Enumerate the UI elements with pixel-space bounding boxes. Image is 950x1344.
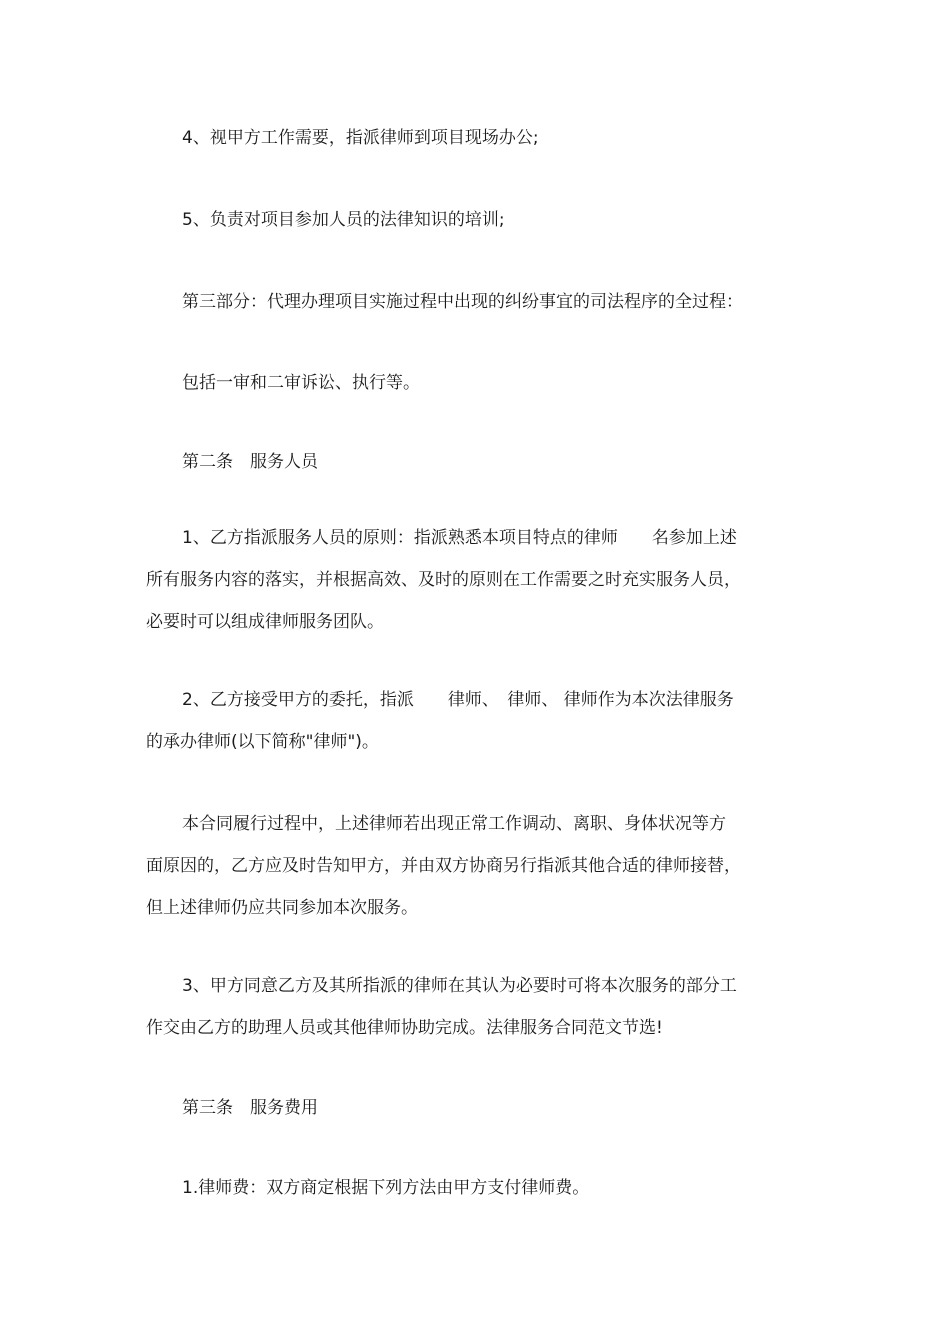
paragraph-lawyer-fee: 1.律师费：双方商定根据下列方法由甲方支付律师费。 (182, 1178, 590, 1198)
paragraph-replacement-line3: 但上述律师仍应共同参加本次服务。 (146, 898, 418, 918)
paragraph-replacement-line1: 本合同履行过程中，上述律师若出现正常工作调动、离职、身体状况等方 (182, 814, 726, 834)
paragraph-staff-principle-line3: 必要时可以组成律师服务团队。 (146, 612, 384, 632)
paragraph-replacement-line2: 面原因的，乙方应及时告知甲方，并由双方协商另行指派其他合适的律师接替， (146, 856, 741, 876)
paragraph-litigation: 包括一审和二审诉讼、执行等。 (182, 373, 420, 393)
paragraph-staff-principle-line1: 1、乙方指派服务人员的原则：指派熟悉本项目特点的律师 名参加上述 (182, 528, 737, 548)
paragraph-item-5: 5、负责对项目参加人员的法律知识的培训; (182, 210, 505, 230)
paragraph-assistants-line1: 3、甲方同意乙方及其所指派的律师在其认为必要时可将本次服务的部分工 (182, 976, 737, 996)
paragraph-appoint-lawyers-line1: 2、乙方接受甲方的委托，指派 律师、 律师、 律师作为本次法律服务 (182, 690, 734, 710)
section-part-three: 第三部分：代理办理项目实施过程中出现的纠纷事宜的司法程序的全过程： (182, 292, 743, 312)
article-two-heading: 第二条 服务人员 (182, 452, 318, 472)
paragraph-item-4: 4、视甲方工作需要，指派律师到项目现场办公; (182, 128, 539, 148)
paragraph-staff-principle-line2: 所有服务内容的落实，并根据高效、及时的原则在工作需要之时充实服务人员， (146, 570, 741, 590)
paragraph-assistants-line2: 作交由乙方的助理人员或其他律师协助完成。法律服务合同范文节选! (146, 1018, 663, 1038)
paragraph-appoint-lawyers-line2: 的承办律师(以下简称"律师")。 (146, 732, 379, 752)
article-three-heading: 第三条 服务费用 (182, 1098, 318, 1118)
